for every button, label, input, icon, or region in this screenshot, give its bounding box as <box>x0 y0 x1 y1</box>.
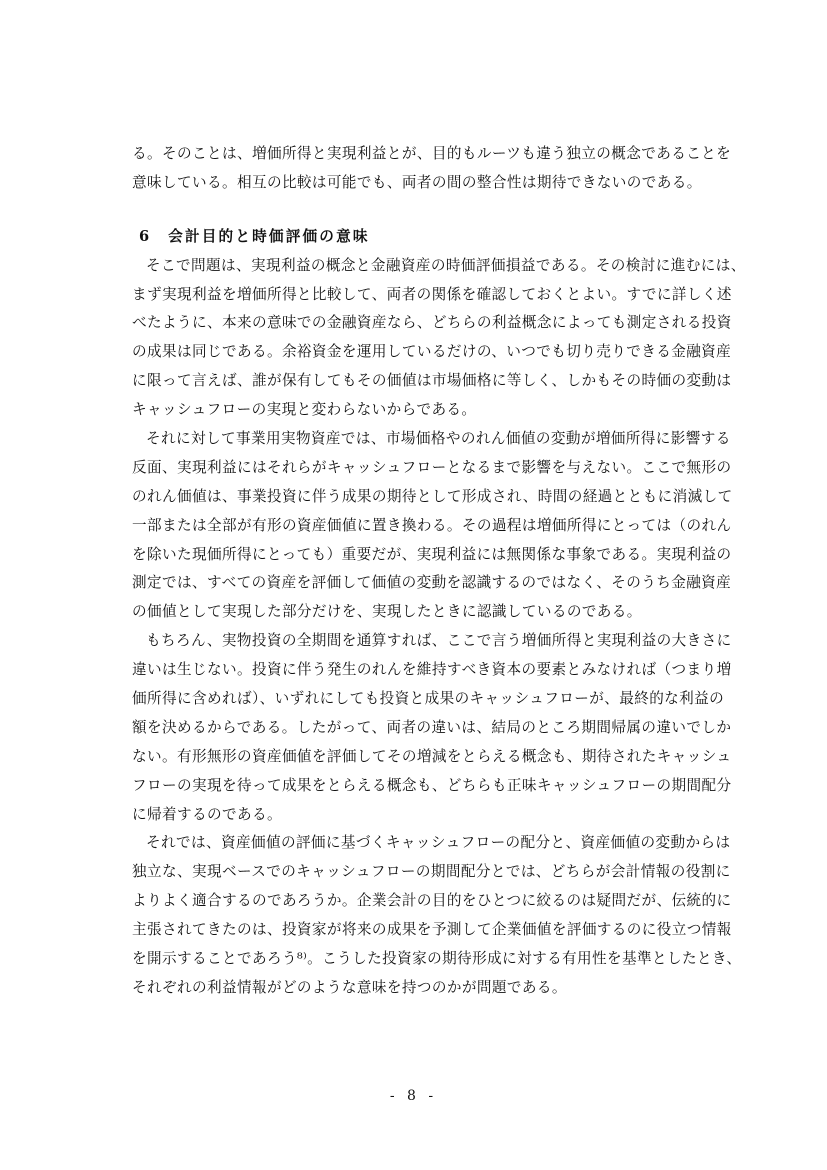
text-line: 意味している。相互の比較は可能でも、両者の間の整合性は期待できないのである。 <box>132 173 702 191</box>
text-line: る。そのことは、増価所得と実現利益とが、目的もルーツも違う独立の概念であることを <box>132 145 732 162</box>
text-line: キャッシュフローの実現と変わらないからである。 <box>132 401 477 419</box>
paragraph-3 <box>132 627 776 829</box>
text-line: を開示することであろう⁸⁾。こうした投資家の期待形成に対する有用性を基準としたとき、 <box>132 950 742 968</box>
text-line: まず実現利益を増価所得と比較して、両者の関係を確認しておくとよい。すでに詳しく述 <box>132 285 732 303</box>
text-line: に限って言えば、誰が保有してもその価値は市場価格に等しく、しかもその時価の変動は <box>132 372 732 390</box>
text-line: それぞれの利益情報がどのような意味を持つのかが問題である。 <box>132 978 567 996</box>
text-line: に帰着するのである。 <box>132 805 282 823</box>
section-heading: 6 会計目的と時価評価の意味 <box>139 227 370 245</box>
page-content <box>132 140 776 1003</box>
text-line: それでは、資産価値の評価に基づくキャッシュフローの配分と、資産価値の変動からは <box>146 834 731 852</box>
text-line: のれん価値は、事業投資に伴う成果の期待として形成され、時間の経過とともに消滅して <box>132 487 733 505</box>
page-number: - 8 - <box>389 1088 438 1104</box>
paragraph-2 <box>132 425 776 627</box>
paragraph-1 <box>132 252 776 425</box>
text-line: べたように、本来の意味での金融資産なら、どちらの利益概念によっても測定される投資 <box>132 314 732 332</box>
text-line: 独立な、実現ベースでのキャッシュフローの期間配分とでは、どちらが会計情報の役割に <box>132 863 731 881</box>
intro-paragraph <box>132 140 776 198</box>
text-line: 額を決めるからである。したがって、両者の違いは、結局のところ期間帰属の違いでしか <box>132 718 732 736</box>
text-line: よりよく適合するのであろうか。企業会計の目的をひとつに絞るのは疑問だが、伝統的に <box>132 892 732 910</box>
section-gap <box>132 198 776 223</box>
text-line: そこで問題は、実現利益の概念と金融資産の時価評価損益である。その検討に進むには、 <box>146 256 746 274</box>
text-line: を除いた現価所得にとっても）重要だが、実現利益には無関係な事象である。実現利益の <box>132 545 732 563</box>
text-line: 違いは生じない。投資に伴う発生のれんを維持すべき資本の要素とみなければ（つまり増 <box>132 661 732 679</box>
text-line: もちろん、実物投資の全期間を通算すれば、ここで言う増価所得と実現利益の大きさに <box>146 632 732 650</box>
text-line: 価所得に含めれば）、いずれにしても投資と成果のキャッシュフローが、最終的な利益の <box>132 690 725 708</box>
text-line: ない。有形無形の資産価値を評価してその増減をとらえる概念も、期待されたキャッシュ <box>132 747 732 765</box>
text-line: の価値として実現した部分だけを、実現したときに認識しているのである。 <box>132 603 642 621</box>
text-line: 反面、実現利益にはそれらがキャッシュフローとなるまで影響を与えない。ここで無形の <box>132 458 732 476</box>
text-line: 一部または全部が有形の資産価値に置き換わる。その過程は増価所得にとっては（のれん <box>132 516 732 534</box>
text-line: それに対して事業用実物資産では、市場価格やのれん価値の変動が増価所得に影響する <box>146 430 731 448</box>
text-line: フローの実現を待って成果をとらえる概念も、どちらも正味キャッシュフローの期間配分 <box>132 776 732 794</box>
paragraph-4 <box>132 829 776 1002</box>
text-line: の成果は同じである。余裕資金を運用しているだけの、いつでも切り売りできる金融資産 <box>132 343 732 361</box>
text-line: 主張されてきたのは、投資家が将来の成果を予測して企業価値を評価するのに役立つ情報 <box>132 921 732 939</box>
text-line: 測定では、すべての資産を評価して価値の変動を認識するのではなく、そのうち金融資産 <box>132 574 732 592</box>
